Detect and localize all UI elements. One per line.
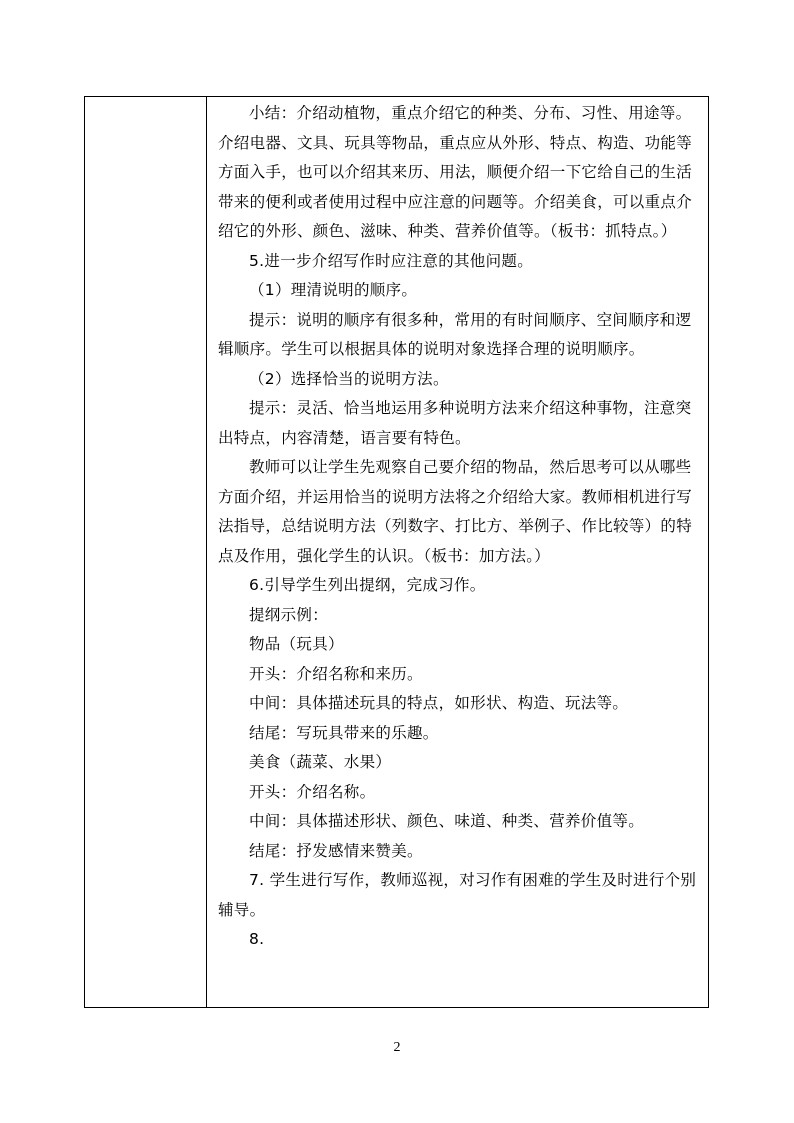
tip-line: 提示：灵活、恰当地运用多种说明方法来介绍这种事物，注意突 xyxy=(249,399,692,417)
summary-line: 带来的便利或者使用过程中应注意的问题等。介绍美食，可以重点介 xyxy=(218,192,693,211)
outline-item: 开头：介绍名称。 xyxy=(249,782,376,801)
outline-item: 中间：具体描述玩具的特点，如形状、构造、玩法等。 xyxy=(249,694,629,712)
outline-label: 提纲示例： xyxy=(249,605,329,624)
tip-line: 提示：说明的顺序有很多种，常用的有时间顺序、空间顺序和逻 xyxy=(249,310,692,329)
sub-heading: （1）理清说明的顺序。 xyxy=(249,281,418,299)
outline-item: 美食（蔬菜、水果） xyxy=(249,753,392,771)
lesson-plan-table xyxy=(84,96,709,1008)
summary-line: 小结：介绍动植物，重点介绍它的种类、分布、习性、用途等。 xyxy=(249,104,692,122)
outline-item: 结尾：写玩具带来的乐趣。 xyxy=(249,723,439,742)
page-number: 2 xyxy=(393,1040,401,1055)
paragraph-line: 教师可以让学生先观察自己要介绍的物品，然后思考可以从哪些 xyxy=(249,458,692,476)
outline-item: 开头：介绍名称和来历。 xyxy=(249,664,423,683)
step-heading: 6.引导学生列出提纲，完成习作。 xyxy=(249,576,486,594)
outline-item: 物品（玩具） xyxy=(249,635,344,653)
paragraph-line: 辅导。 xyxy=(218,900,266,919)
tip-line: 辑顺序。学生可以根据具体的说明对象选择合理的说明顺序。 xyxy=(218,340,645,358)
summary-line: 方面入手，也可以介绍其来历、用法，顺便介绍一下它给自己的生活 xyxy=(218,163,693,181)
summary-line: 介绍电器、文具、玩具等物品，重点应从外形、特点、构造、功能等 xyxy=(218,133,693,152)
step-heading: 8. xyxy=(249,930,265,948)
outline-item: 中间：具体描述形状、颜色、味道、种类、营养价值等。 xyxy=(249,812,645,830)
paragraph-line: 方面介绍，并运用恰当的说明方法将之介绍给大家。教师相机进行写 xyxy=(218,487,693,506)
table-left-cell xyxy=(85,97,207,1007)
table-content-cell xyxy=(208,97,708,1007)
tip-line: 出特点，内容清楚，语言要有特色。 xyxy=(218,428,471,447)
paragraph-line: 法指导，总结说明方法（列数字、打比方、举例子、作比较等）的特 xyxy=(218,517,693,535)
summary-line: 绍它的外形、颜色、滋味、种类、营养价值等。（板书：抓特点。） xyxy=(218,222,677,240)
step-heading: 7. 学生进行写作，教师巡视，对习作有困难的学生及时进行个别 xyxy=(249,871,697,889)
paragraph-line: 点及作用，强化学生的认识。（板书：加方法。） xyxy=(218,546,551,565)
outline-item: 结尾：抒发感情来赞美。 xyxy=(249,841,423,860)
sub-heading: （2）选择恰当的说明方法。 xyxy=(249,369,449,388)
step-heading: 5.进一步介绍写作时应注意的其他问题。 xyxy=(249,251,533,270)
